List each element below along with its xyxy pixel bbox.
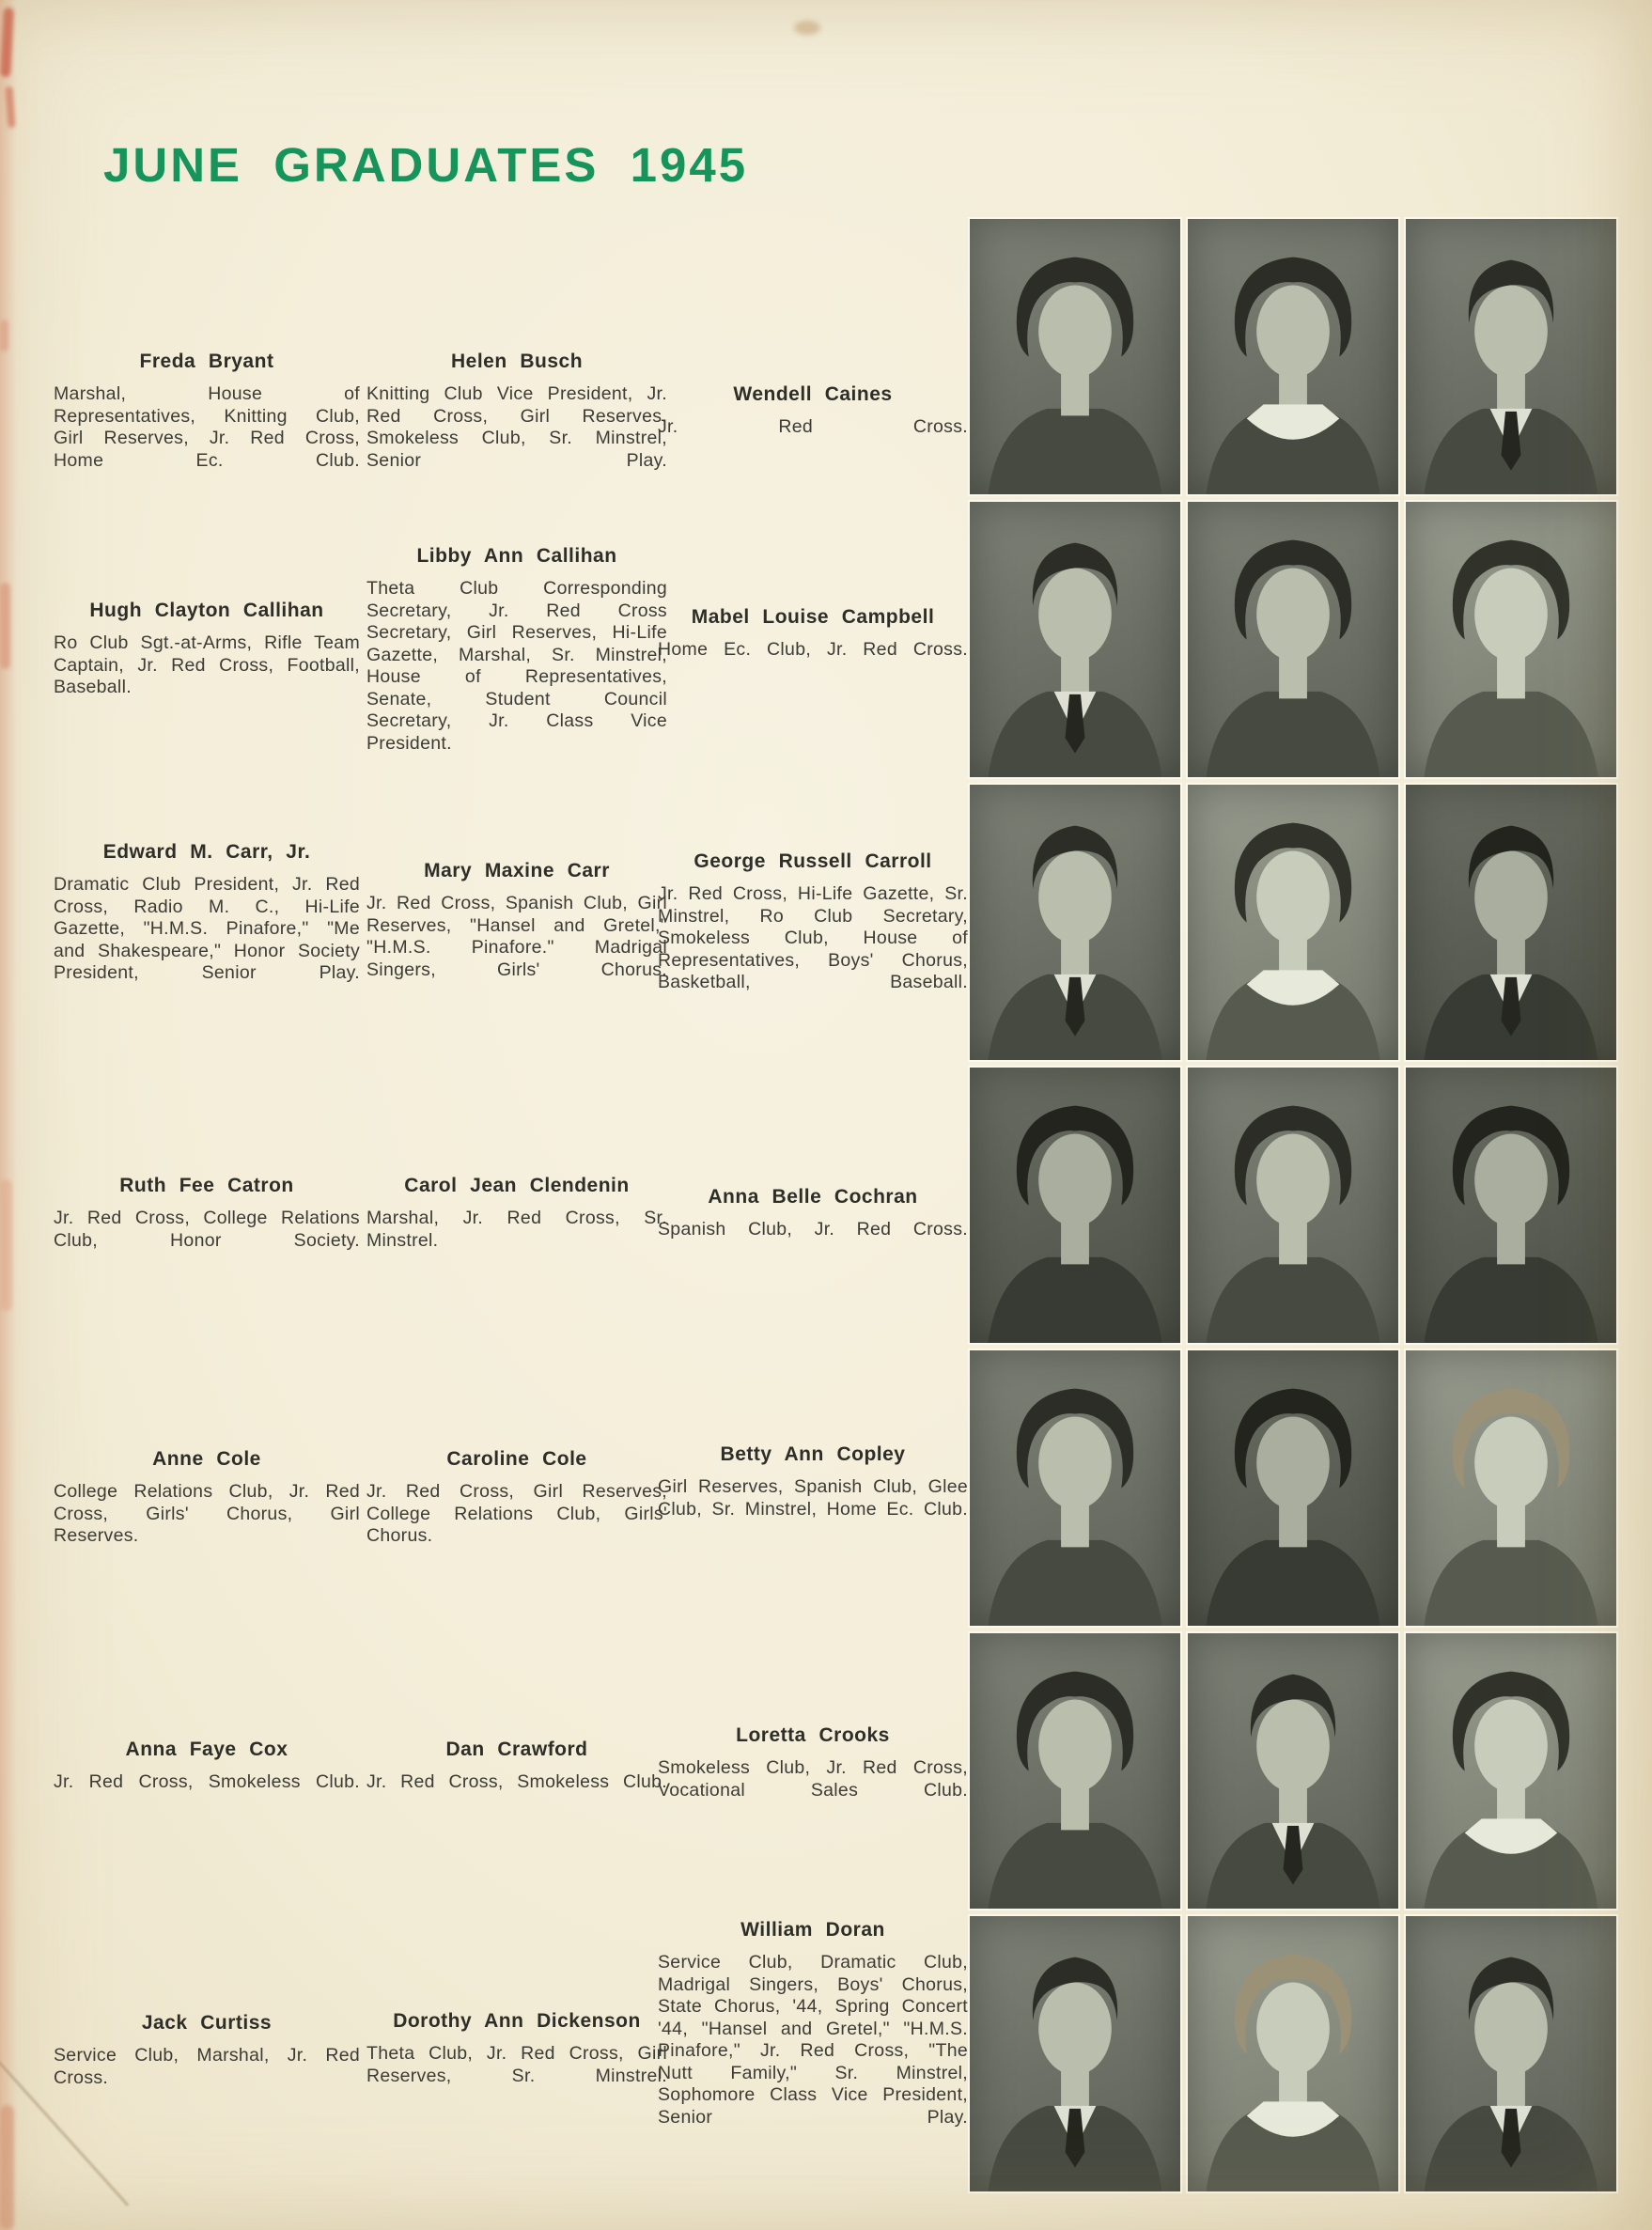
young-woman-portrait	[1406, 1633, 1616, 1909]
graduate-name: Anna Belle Cochran	[708, 1186, 918, 1208]
young-woman-portrait	[1188, 1350, 1398, 1626]
graduate-entry	[658, 1724, 968, 1824]
young-man-uniform-portrait	[1188, 1633, 1398, 1909]
graduate-activities: Marshal, House of Representatives, Knitting Club, Girl Reserves, Jr. Red Cross, Home Ec. Club.	[54, 383, 360, 471]
graduate-entry	[366, 545, 667, 777]
young-man-portrait	[1406, 1916, 1616, 2191]
young-man-portrait	[970, 1916, 1180, 2191]
graduate-activities: Jr. Red Cross, College Relations Club, Honor Society.	[54, 1208, 360, 1251]
graduate-name: Edward M. Carr, Jr.	[102, 841, 311, 863]
graduate-name: Anne Cole	[152, 1448, 261, 1470]
young-man-portrait	[1406, 219, 1616, 494]
graduate-entry	[658, 850, 968, 1016]
graduate-activities: Ro Club Sgt.-at-Arms, Rifle Team Captain, Jr. Red Cross, Football, Baseball.	[54, 632, 360, 697]
paper-stain	[0, 1179, 12, 1311]
graduate-activities: Service Club, Marshal, Jr. Red Cross.	[54, 2045, 360, 2088]
graduate-name: Hugh Clayton Callihan	[89, 600, 324, 621]
graduate-entry	[658, 1919, 968, 2151]
graduate-activities: Service Club, Dramatic Club, Madrigal Singers, Boys' Chorus, State Chorus, '44, Spring Concert '44, "Hansel and Gretel," "H.M.S. Pinafore," Jr. Red Cross, "The Nutt Family," Sr. Minstrel, Sophomore Class Vice President, Senior Play.	[658, 1952, 968, 2128]
graduate-activities: Jr. Red Cross, Smokeless Club.	[54, 1771, 360, 1792]
graduate-activities: Theta Club, Jr. Red Cross, Girl Reserves, Sr. Minstrel.	[366, 2043, 667, 2086]
graduate-activities: Dramatic Club President, Jr. Red Cross, Radio M. C., Hi-Life Gazette, "H.M.S. Pinafore," "Me and Shakespeare," Honor Society President, Senior Play.	[54, 874, 360, 983]
graduate-name: Libby Ann Callihan	[416, 545, 617, 567]
graduate-entry	[54, 351, 360, 494]
graduate-activities: Theta Club Corresponding Secretary, Jr. Red Cross Secretary, Girl Reserves, Hi-Life Gazette, Marshal, Sr. Minstrel, House of Representatives, Senate, Student Council Secretary, Jr. Class Vice President.	[366, 578, 667, 754]
graduate-entry	[366, 1739, 667, 1816]
graduate-name: George Russell Carroll	[694, 850, 932, 872]
graduate-entry	[366, 2010, 667, 2110]
graduate-activities: College Relations Club, Jr. Red Cross, Girls' Chorus, Girl Reserves.	[54, 1481, 360, 1546]
graduate-activities: Jr. Red Cross, Spanish Club, Girl Reserves, "Hansel and Gretel," "H.M.S. Pinafore." Madrigal Singers, Girls' Chorus.	[366, 893, 667, 980]
young-woman-portrait	[1188, 219, 1398, 494]
entries-column-middle	[366, 0, 667, 2230]
portrait-photo-grid	[970, 219, 1616, 2191]
graduate-activities: Knitting Club Vice President, Jr. Red Cross, Girl Reserves, Smokeless Club, Sr. Minstrel, Senior Play.	[366, 383, 667, 471]
young-woman-portrait	[970, 1068, 1180, 1343]
graduate-activities: Home Ec. Club, Jr. Red Cross.	[658, 639, 968, 660]
young-woman-portrait	[1406, 502, 1616, 777]
young-woman-portrait	[1406, 1068, 1616, 1343]
graduate-entry	[366, 1175, 667, 1274]
graduate-name: Helen Busch	[450, 351, 584, 372]
paper-stain	[0, 583, 10, 669]
young-woman-portrait	[1188, 785, 1398, 1060]
young-woman-portrait	[1188, 1068, 1398, 1343]
graduate-name: Carol Jean Clendenin	[404, 1175, 630, 1196]
graduate-entry	[658, 1186, 968, 1263]
young-woman-portrait	[1406, 1350, 1616, 1626]
graduate-activities: Spanish Club, Jr. Red Cross.	[658, 1219, 968, 1240]
graduate-name: Caroline Cole	[446, 1448, 587, 1470]
graduate-activities: Marshal, Jr. Red Cross, Sr. Minstrel.	[366, 1208, 667, 1251]
graduate-entry	[54, 600, 360, 721]
graduate-name: Dorothy Ann Dickenson	[393, 2010, 641, 2032]
graduate-activities: Smokeless Club, Jr. Red Cross, Vocational Sales Club.	[658, 1757, 968, 1801]
graduate-entry	[366, 351, 667, 494]
young-woman-portrait	[970, 1350, 1180, 1626]
graduate-entry	[54, 841, 360, 1006]
young-man-portrait	[970, 785, 1180, 1060]
graduate-activities: Jr. Red Cross, Smokeless Club.	[366, 1771, 667, 1792]
graduate-entry	[366, 1448, 667, 1569]
graduate-name: Loretta Crooks	[736, 1724, 890, 1746]
graduate-entry	[658, 1443, 968, 1543]
graduate-entry	[658, 383, 968, 460]
graduate-activities: Jr. Red Cross, Hi-Life Gazette, Sr. Minstrel, Ro Club Secretary, Smokeless Club, House of Representatives, Boys' Chorus, Basketball, Baseball.	[658, 883, 968, 992]
graduate-entry	[54, 1739, 360, 1816]
entries-column-right	[658, 0, 968, 2230]
graduate-entry	[658, 606, 968, 683]
graduate-name: Ruth Fee Catron	[119, 1175, 294, 1196]
graduate-name: Betty Ann Copley	[720, 1443, 906, 1465]
graduate-activities: Jr. Red Cross.	[658, 416, 968, 437]
graduate-name: Mary Maxine Carr	[424, 860, 610, 881]
graduate-name: William Doran	[740, 1919, 885, 1941]
graduate-entry	[54, 2012, 360, 2112]
young-woman-portrait	[970, 1633, 1180, 1909]
graduate-name: Wendell Caines	[733, 383, 893, 405]
graduate-activities: Jr. Red Cross, Girl Reserves, College Relations Club, Girls' Chorus.	[366, 1481, 667, 1546]
paper-stain	[0, 2105, 14, 2230]
graduate-name: Anna Faye Cox	[125, 1739, 288, 1760]
page-title: JUNE GRADUATES 1945	[103, 138, 749, 192]
young-man-portrait	[1406, 785, 1616, 1060]
entries-column-left	[54, 0, 360, 2230]
graduate-entry	[54, 1448, 360, 1569]
graduate-entry	[366, 860, 667, 1004]
young-woman-portrait	[1188, 502, 1398, 777]
young-woman-portrait	[1188, 1916, 1398, 2191]
graduate-name: Freda Bryant	[139, 351, 274, 372]
graduate-activities: Girl Reserves, Spanish Club, Glee Club, Sr. Minstrel, Home Ec. Club.	[658, 1476, 968, 1520]
graduate-entry	[54, 1175, 360, 1274]
graduate-name: Mabel Louise Campbell	[691, 606, 935, 628]
young-man-portrait	[970, 502, 1180, 777]
graduate-name: Dan Crawford	[445, 1739, 588, 1760]
paper-stain	[0, 320, 8, 351]
graduate-name: Jack Curtiss	[141, 2012, 273, 2034]
young-woman-portrait	[970, 219, 1180, 494]
